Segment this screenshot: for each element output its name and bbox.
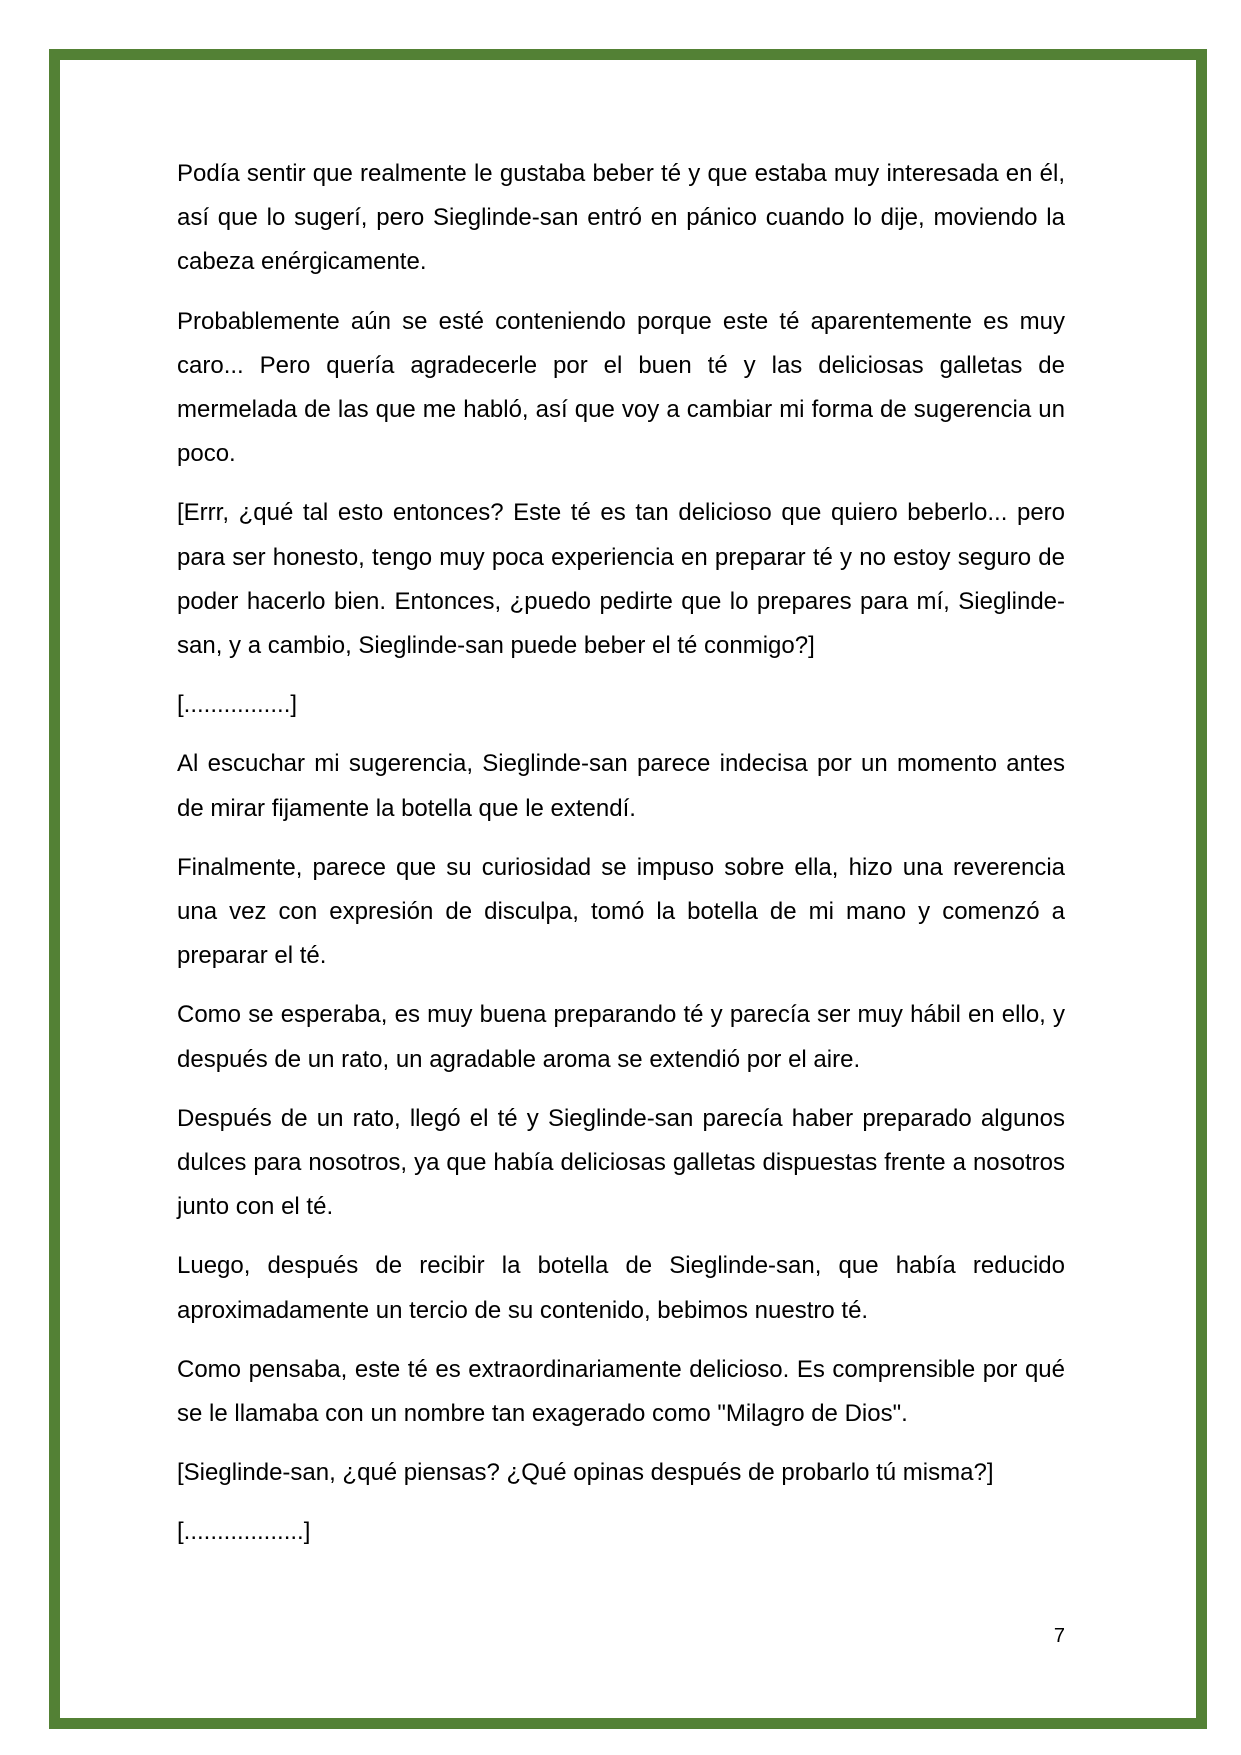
paragraph: [..................] (177, 1518, 311, 1546)
paragraph: Probablemente aún se esté conteniendo porque este té aparentemente es muy caro... Pero quería agradecerle por el buen té y las deliciosas galletas de mermelada de las que me habló, así que voy a cambiar mi forma de sugerencia un poco. (177, 307, 1065, 468)
paragraph: Podía sentir que realmente le gustaba beber té y que estaba muy interesada en él, así que lo sugerí, pero Sieglinde-san entró en pánico cuando lo dije, moviendo la cabeza enérgicamente. (177, 160, 1065, 276)
paragraph: Como pensaba, este té es extraordinariamente delicioso. Es comprensible por qué se le llamaba con un nombre tan exagerado como "Milagro de Dios". (177, 1355, 1065, 1428)
document-body (177, 152, 1065, 1570)
paragraph: [................] (177, 691, 298, 719)
paragraph: Como se esperaba, es muy buena preparando té y parecía ser muy hábil en ello, y después de un rato, un agradable aroma se extendió por el aire. (177, 1001, 1065, 1073)
paragraph: [Errr, ¿qué tal esto entonces? Este té es tan delicioso que quiero beberlo... pero para ser honesto, tengo muy poca experiencia en preparar té y no estoy seguro de poder hacerlo bien. Entonces, ¿puedo pedirte que lo prepares para mí, Sieglinde-san, y a cambio, Sieglinde-san puede beber el té conmigo?] (177, 499, 1065, 660)
paragraph: Al escuchar mi sugerencia, Sieglinde-san parece indecisa por un momento antes de mirar fijamente la botella que le extendí. (177, 750, 1065, 822)
paragraph: Después de un rato, llegó el té y Sieglinde-san parecía haber preparado algunos dulces para nosotros, ya que había deliciosas galletas dispuestas frente a nosotros junto con el té. (177, 1104, 1065, 1221)
page-number: 7 (1053, 1625, 1065, 1647)
paragraph: Finalmente, parece que su curiosidad se impuso sobre ella, hizo una reverencia una vez con expresión de disculpa, tomó la botella de mi mano y comenzó a preparar el té. (177, 853, 1065, 970)
paragraph: [Sieglinde-san, ¿qué piensas? ¿Qué opinas después de probarlo tú misma?] (177, 1459, 994, 1487)
paragraph: Luego, después de recibir la botella de Sieglinde-san, que había reducido aproximadamente un tercio de su contenido, bebimos nuestro té. (177, 1252, 1065, 1324)
